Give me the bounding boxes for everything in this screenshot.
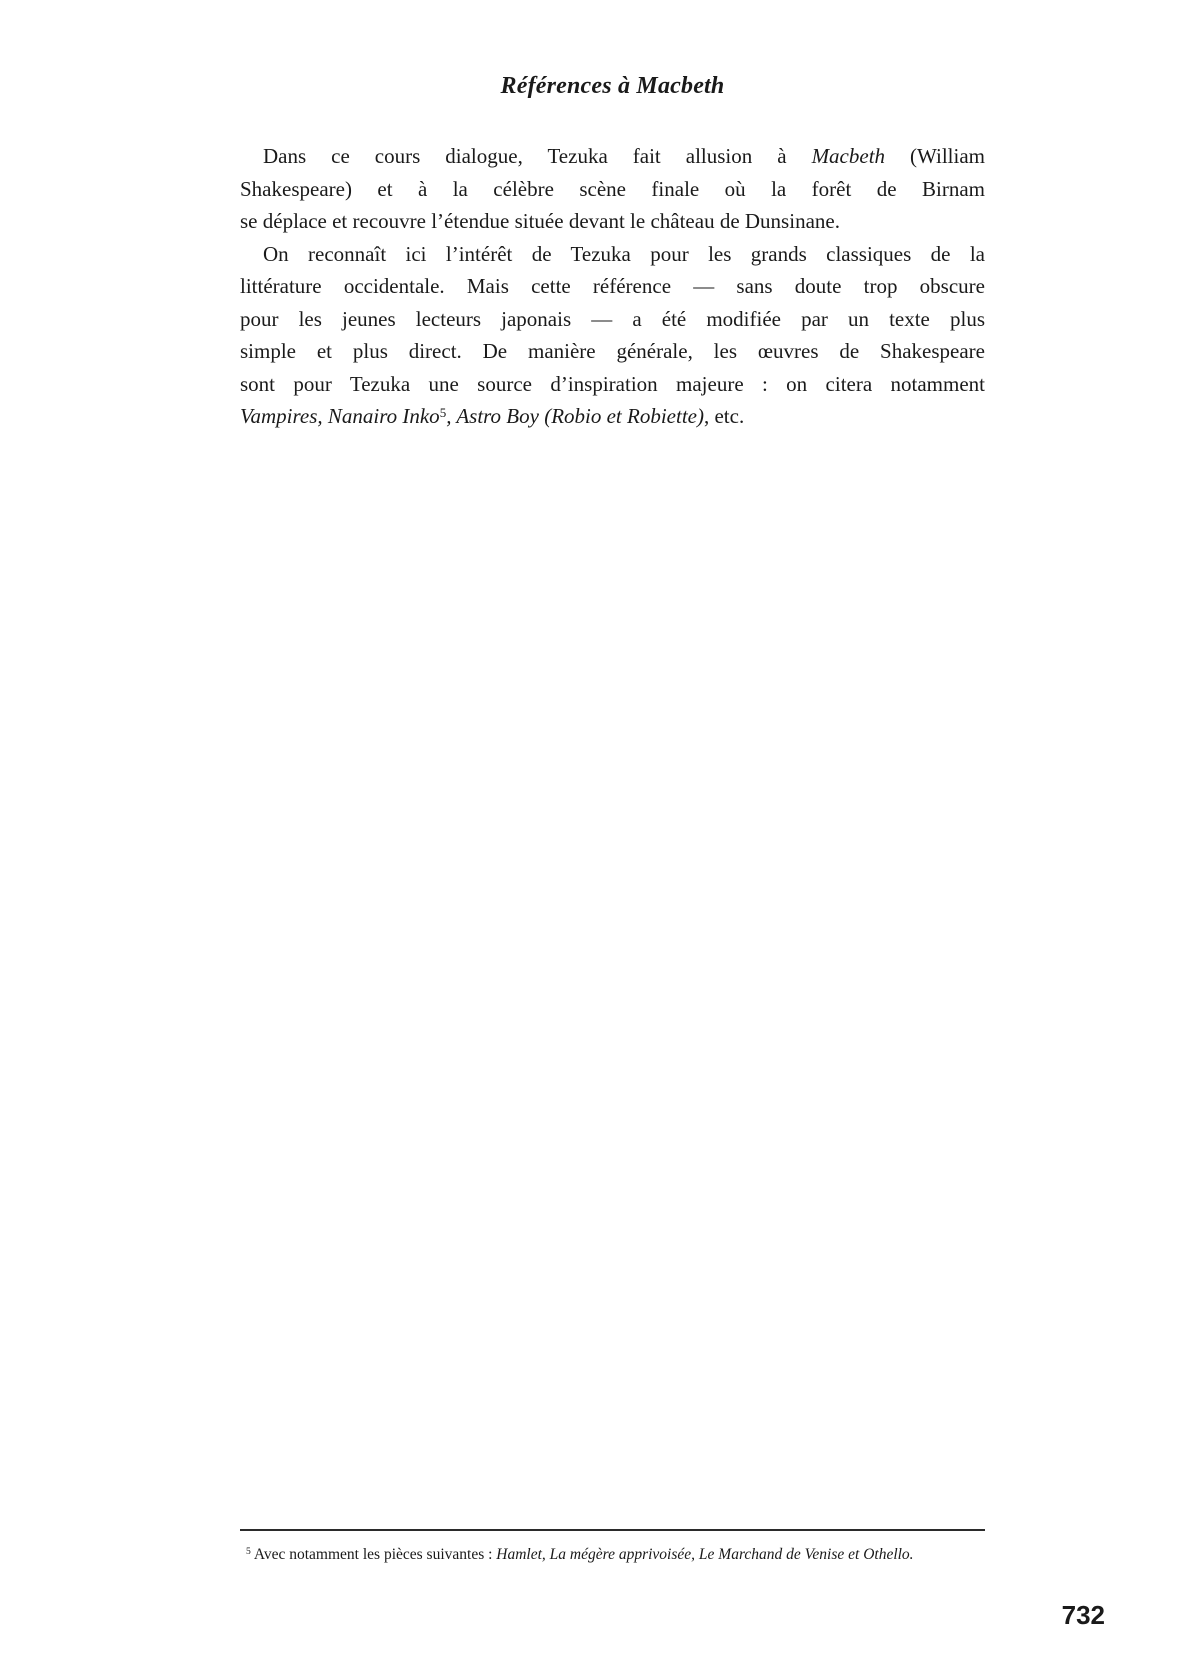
body-line — [240, 238, 985, 271]
text-segment: littérature occidentale. Mais cette référence — sans doute trop obscure — [240, 274, 985, 298]
text-segment: se déplace et recouvre l’étendue située devant le château de Dunsinane. — [240, 209, 840, 233]
page-title: Références à Macbeth — [500, 73, 725, 99]
text-segment: Vampires, Nanairo Inko — [240, 404, 440, 428]
body-line — [240, 335, 985, 368]
text-segment: Shakespeare) et à la célèbre scène finale où la forêt de Birnam — [240, 176, 985, 201]
text-segment: , etc. — [703, 404, 745, 428]
body-line — [240, 140, 985, 173]
footnote-divider — [240, 1529, 985, 1531]
body-line — [240, 400, 985, 436]
text-segment: sont pour Tezuka une source d’inspiration majeure : on citera notamment — [240, 371, 985, 396]
body-line — [240, 368, 985, 401]
text-segment: pour les jeunes lecteurs japonais — a été modifiée par un texte plus — [240, 306, 985, 331]
text-segment: , Astro Boy (Robio et Robiette) — [446, 404, 704, 428]
text-segment: (William — [885, 144, 986, 168]
footnote-intro: Avec notamment les pièces suivantes : — [250, 1546, 497, 1563]
body-line — [240, 173, 985, 206]
page-number: 732 — [1061, 1600, 1105, 1630]
footnote — [246, 1544, 985, 1567]
body-line — [240, 303, 985, 336]
text-segment: On reconnaît ici l’intérêt de Tezuka pour les grands classiques de la — [263, 241, 985, 266]
text-segment: Macbeth — [811, 144, 886, 168]
body-line — [240, 270, 985, 303]
text-segment: Dans ce cours dialogue, Tezuka fait allusion à — [263, 144, 812, 168]
footnote-titles: Hamlet, La mégère apprivoisée, Le Marchand de Venise et Othello. — [496, 1546, 914, 1563]
footnote-marker: 5 — [246, 1546, 251, 1558]
body-line — [240, 205, 985, 238]
body-text — [240, 140, 985, 436]
text-segment: 5 — [439, 404, 447, 420]
text-segment: simple et plus direct. De manière générale, les œuvres de Shakespeare — [240, 339, 985, 363]
